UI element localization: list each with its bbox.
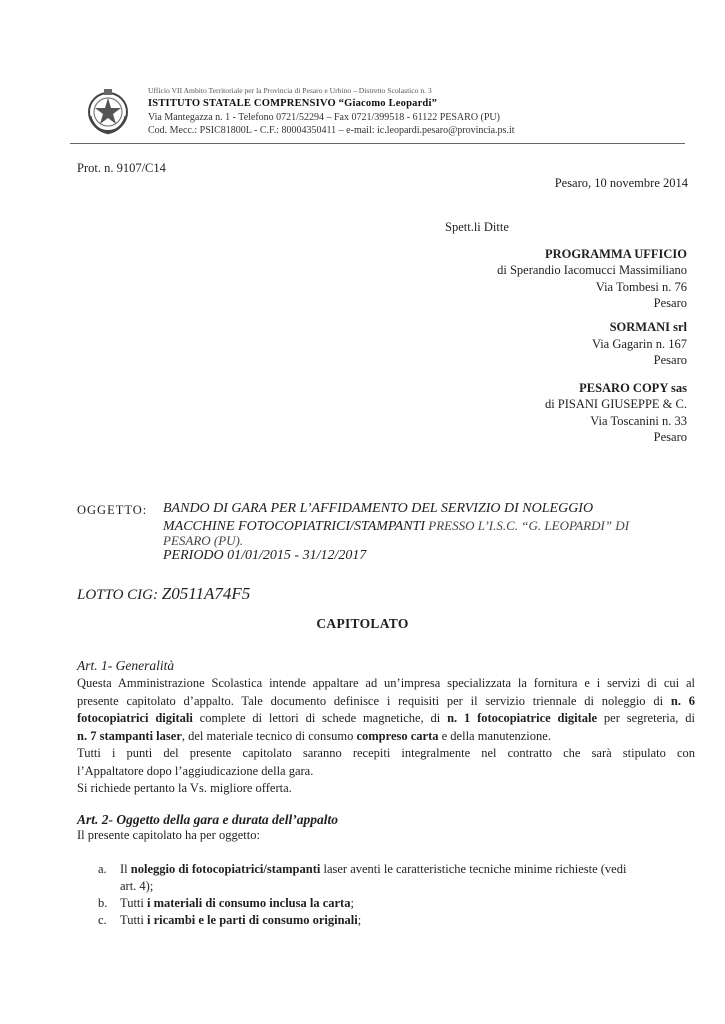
- text-run-bold: n. 7 stampanti laser: [77, 728, 182, 743]
- text-run-bold: n. 1 fotocopiatrice digitale: [447, 711, 598, 725]
- text-run-bold: n. 6: [670, 693, 696, 708]
- office-line: Ufficio VII Ambito Territoriale per la Provincia di Pesaro e Urbino – Distretto Scolastico n. 3: [148, 86, 432, 95]
- text-run-bold: compreso carta: [356, 728, 439, 743]
- text-run-bold: i materiali di consumo inclusa la carta: [147, 896, 351, 910]
- paragraph-line: [77, 693, 695, 711]
- list-marker: b.: [98, 896, 108, 910]
- protocol-number: Prot. n. 9107/C14: [77, 161, 166, 175]
- date-place: Pesaro, 10 novembre 2014: [554, 176, 688, 190]
- paragraph-line: Questa Amministrazione Scolastica intende appaltare ad un’impresa specializzata la fornitura e i servizi di cui al: [77, 676, 695, 690]
- paragraph-line: [77, 728, 695, 746]
- recipient-line: Pesaro: [653, 353, 687, 367]
- text-run: laser aventi le caratteristiche tecniche minime richieste (vedi: [320, 862, 627, 876]
- lotto-label: LOTTO CIG:: [77, 587, 162, 603]
- recipient-line: Via Toscanini n. 33: [590, 414, 687, 428]
- republic-emblem-icon: [84, 86, 132, 138]
- document-title: CAPITOLATO: [316, 616, 409, 631]
- text-run-bold: fotocopiatrici digitali: [77, 711, 193, 725]
- text-run: complete di lettori di schede magnetiche, di: [192, 711, 448, 725]
- header-divider: [70, 143, 685, 144]
- text-run: Tutti: [120, 896, 147, 910]
- recipient-line: Via Tombesi n. 76: [595, 280, 687, 294]
- salutation: Spett.li Ditte: [445, 220, 509, 234]
- text-run: , del materiale tecnico di consumo: [181, 728, 357, 743]
- text-run: e della manutenzione.: [438, 728, 551, 743]
- subject-label: OGGETTO:: [77, 503, 148, 517]
- recipient-name: PROGRAMMA UFFICIO: [545, 247, 687, 261]
- recipient-line: Via Gagarin n. 167: [591, 337, 687, 351]
- subject-period: PERIODO 01/01/2015 - 31/12/2017: [163, 548, 367, 563]
- recipient-name: PESARO COPY sas: [579, 381, 687, 395]
- school-name: ISTITUTO STATALE COMPRENSIVO “Giacomo Leopardi”: [148, 98, 438, 109]
- recipient-line: di PISANI GIUSEPPE & C.: [544, 397, 687, 411]
- lotto-cig: [77, 584, 250, 604]
- list-item: [98, 861, 698, 895]
- recipient-name: SORMANI srl: [609, 320, 687, 334]
- subject-line-part: MACCHINE FOTOCOPIATRICI/STAMPANTI: [163, 519, 425, 534]
- school-address: Via Mantegazza n. 1 - Telefono 0721/52294 – Fax 0721/399518 - 61122 PESARO (PU): [148, 112, 500, 123]
- text-run: art. 4);: [120, 879, 154, 893]
- recipient-line: Pesaro: [653, 430, 687, 444]
- recipient-line: di Sperandio Iacomucci Massimiliano: [497, 263, 687, 277]
- list-marker: c.: [98, 913, 107, 927]
- text-run: presente capitolato d’appalto. Tale documento definisce i requisiti per il servizio triennale di noleggio di: [77, 693, 671, 708]
- paragraph-line: l’Appaltatore dopo l’aggiudicazione della gara.: [77, 763, 314, 778]
- school-codes: Cod. Mecc.: PSIC81800L - C.F.: 80004350411 – e-mail: ic.leopardi.pesaro@provincia.ps.it: [148, 125, 515, 136]
- paragraph-line: Tutti i punti del presente capitolato saranno recepiti integralmente nel contratto che sarà stipulato con: [77, 746, 695, 760]
- list-item: [98, 912, 698, 929]
- text-run-bold: noleggio di fotocopiatrici/stampanti: [130, 862, 321, 876]
- subject-line: PESARO (PU).: [163, 533, 244, 548]
- article-intro: Il presente capitolato ha per oggetto:: [77, 828, 260, 842]
- paragraph-line: Si richiede pertanto la Vs. migliore offerta.: [77, 781, 292, 795]
- article-body: [77, 675, 695, 798]
- article-title: Art. 1- Generalità: [77, 658, 175, 673]
- list-item: [98, 895, 698, 912]
- text-run: Tutti: [120, 913, 147, 927]
- paragraph-line: [77, 710, 695, 728]
- text-run: ;: [350, 896, 354, 910]
- lotto-code: Z0511A74F5: [161, 584, 251, 603]
- text-run-bold: i ricambi e le parti di consumo originali: [147, 913, 358, 927]
- text-run: ;: [357, 913, 362, 927]
- subject-line: BANDO DI GARA PER L’AFFIDAMENTO DEL SERVIZIO DI NOLEGGIO: [163, 501, 594, 516]
- text-run: Il: [120, 862, 131, 876]
- article-title: Art. 2- Oggetto della gara e durata dell’appalto: [77, 812, 338, 827]
- recipient-line: Pesaro: [653, 296, 687, 310]
- list-marker: a.: [98, 862, 107, 876]
- object-list: [98, 861, 698, 929]
- text-run: per segreteria, di: [597, 711, 695, 725]
- subject-line-part: PRESSO L’I.S.C. “G. LEOPARDI” DI: [425, 518, 630, 533]
